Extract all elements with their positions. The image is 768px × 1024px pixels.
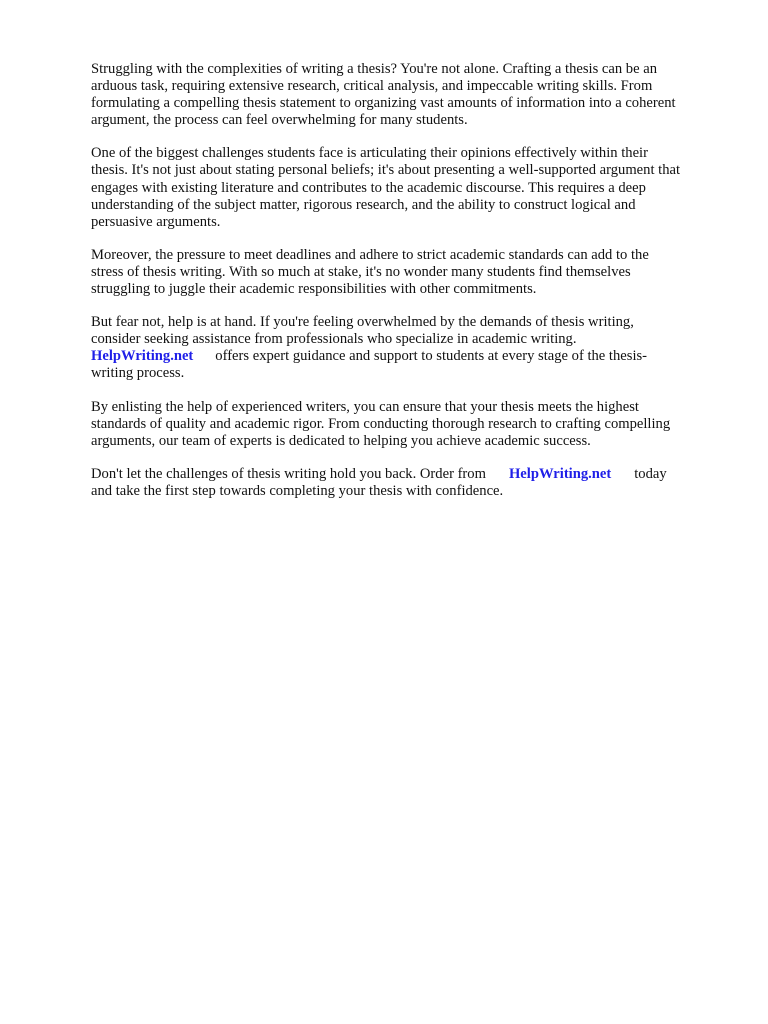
- text-line: standards of quality and academic rigor. From conducting thorough research to crafting compelling: [91, 415, 671, 432]
- text-line: argument, the process can feel overwhelming for many students.: [91, 112, 468, 129]
- paragraph-help: [91, 314, 731, 382]
- text-line: formulating a compelling thesis statement to organizing vast amounts of information into a coherent: [91, 95, 676, 112]
- text-line: One of the biggest challenges students face is articulating their opinions effectively within their: [91, 145, 648, 162]
- text-line: writing process.: [91, 365, 185, 382]
- text-line: struggling to juggle their academic responsibilities with other commitments.: [91, 281, 537, 298]
- text-line: [91, 348, 731, 365]
- text-fragment: offers expert guidance and support to students at every stage of the thesis-: [215, 348, 648, 365]
- text-line: understanding of the subject matter, rigorous research, and the ability to construct logical and: [91, 196, 636, 213]
- paragraph-cta: [91, 466, 731, 500]
- text-line: Struggling with the complexities of writing a thesis? You're not alone. Crafting a thesis can be an: [91, 61, 658, 77]
- text-line: arguments, our team of experts is dedicated to helping you achieve academic success.: [91, 432, 591, 449]
- text-line: [91, 466, 731, 483]
- paragraph-intro: [91, 61, 731, 129]
- text-line: consider seeking assistance from professionals who specialize in academic writing.: [91, 331, 577, 348]
- helpwriting-order-link[interactable]: HelpWriting.net: [508, 465, 612, 482]
- text-line: But fear not, help is at hand. If you're feeling overwhelmed by the demands of thesis writing,: [91, 314, 634, 331]
- paragraph-pressure: [91, 247, 731, 298]
- paragraph-challenges: [91, 145, 731, 230]
- text-line: stress of thesis writing. With so much at stake, it's no wonder many students find themselves: [91, 263, 631, 280]
- text-line: By enlisting the help of experienced writers, you can ensure that your thesis meets the highest: [91, 398, 639, 415]
- text-fragment: Don't let the challenges of thesis writing hold you back. Order from: [91, 465, 486, 482]
- text-line: thesis. It's not just about stating personal beliefs; it's about presenting a well-supported argument that: [91, 162, 681, 179]
- text-line: engages with existing literature and contributes to the academic discourse. This requires a deep: [91, 179, 646, 196]
- text-line: Moreover, the pressure to meet deadlines and adhere to strict academic standards can add to the: [91, 246, 649, 263]
- text-line: and take the first step towards completing your thesis with confidence.: [91, 482, 504, 499]
- helpwriting-link[interactable]: HelpWriting.net: [91, 348, 194, 365]
- text-line: persuasive arguments.: [91, 213, 221, 230]
- text-line: arduous task, requiring extensive research, critical analysis, and impeccable writing skills. From: [91, 78, 653, 95]
- paragraph-experts: [91, 399, 731, 450]
- document-body: [91, 61, 731, 516]
- text-fragment: today: [634, 465, 667, 482]
